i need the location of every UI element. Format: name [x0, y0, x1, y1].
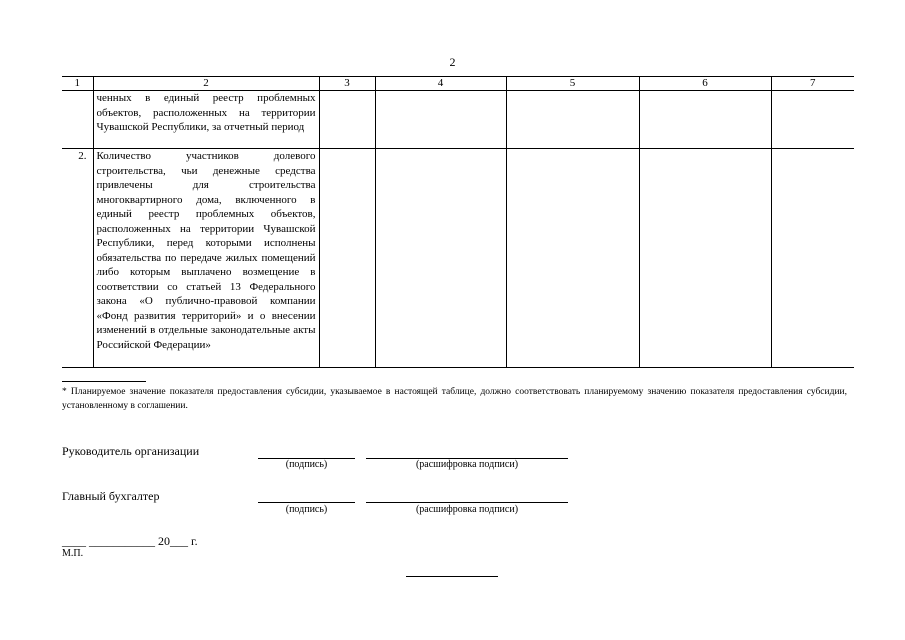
- indicator-table: [62, 76, 854, 368]
- table-cell: [771, 149, 854, 368]
- column-header: 3: [319, 77, 375, 91]
- signature-line: [258, 502, 355, 503]
- table-cell: [375, 149, 506, 368]
- signature-decode-line: [366, 502, 568, 503]
- table-cell: [319, 149, 375, 368]
- row-description: ченных в единый реестр проблемных объектов, расположенных на территории Чувашской Республики, за отчетный период: [93, 91, 319, 149]
- column-header: 5: [506, 77, 639, 91]
- table-cell: [506, 91, 639, 149]
- signature-role-accountant: Главный бухгалтер: [62, 489, 160, 503]
- footnote-divider: [62, 381, 146, 382]
- signature-caption: (подпись): [285, 459, 328, 470]
- column-header: 7: [771, 77, 854, 91]
- column-header: 4: [375, 77, 506, 91]
- column-header: 2: [93, 77, 319, 91]
- table-cell: [375, 91, 506, 149]
- stamp-label: М.П.: [62, 548, 84, 559]
- table-row: [62, 149, 854, 368]
- table-row: [62, 91, 854, 149]
- table-cell: [506, 149, 639, 368]
- table-cell: [771, 91, 854, 149]
- table-header-row: [62, 77, 854, 91]
- signature-caption: (подпись): [285, 504, 328, 515]
- signature-decode-caption: (расшифровка подписи): [415, 459, 519, 470]
- column-header: 6: [639, 77, 771, 91]
- signature-decode-caption: (расшифровка подписи): [415, 504, 519, 515]
- row-number: 2.: [62, 149, 93, 368]
- table-cell: [319, 91, 375, 149]
- row-description: Количество участников долевого строительства, чьи денежные средства привлечены для строительства многоквартирного дома, включенного в единый реестр проблемных объектов, расположенных на территории Чувашской Республики, перед которыми исполнены обязательства по передаче жилых помещений либо которым выплачено возмещение в соответствии со статьей 13 Федерального закона «О публично-правовой компании «Фонд развития территорий» и о внесении изменений в отдельные законодательные акты Российской Федерации»: [93, 149, 319, 368]
- footnote: * Планируемое значение показателя предоставления субсидии, указываемое в настоящей таблице, должно соответствовать планируемому значению показателя предоставления субсидии, установленному в соглашении.: [62, 387, 847, 411]
- page-number: 2: [449, 55, 456, 69]
- row-number: [62, 91, 93, 149]
- table-cell: [639, 149, 771, 368]
- signature-role-head: Руководитель организации: [62, 444, 200, 458]
- end-divider: [406, 576, 498, 577]
- table-cell: [639, 91, 771, 149]
- column-header: 1: [62, 77, 93, 91]
- date-line: ____ ___________ 20___ г.: [62, 534, 198, 548]
